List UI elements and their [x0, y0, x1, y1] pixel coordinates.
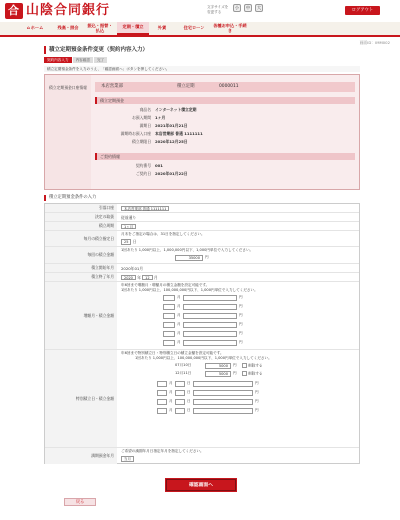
kv-key: 商品名 [139, 107, 151, 112]
special-day-unit: 日 [187, 399, 191, 403]
bonus-amount-input[interactable] [183, 322, 237, 328]
day-note: 月末をご指定の場合は、31日を指定してください。 [121, 232, 205, 236]
row-term [45, 448, 359, 464]
bonus-month-select[interactable] [163, 322, 175, 328]
kv-key: ご契約日 [135, 171, 151, 176]
step-indicator [44, 57, 108, 63]
special-month-unit: 月 [169, 390, 173, 394]
global-nav [0, 22, 400, 37]
screen-id: 画面ID：IMM002 [359, 40, 390, 45]
account-summary-row [95, 82, 355, 92]
row-label: 満期預金年月 [45, 448, 117, 464]
day-select[interactable]: 25 [121, 239, 131, 245]
step-3: 完了 [94, 57, 107, 63]
bonus-amount-input[interactable] [183, 331, 237, 337]
row-end [45, 273, 359, 282]
row-label: 毎月の積立指定日 [45, 231, 117, 246]
logout-button[interactable]: ログアウト [345, 6, 380, 15]
instruction-text: 積立定期預金条件を入力のうえ、「確認画面へ」ボタンを押してください。 [44, 66, 360, 72]
special-amount-input[interactable]: 5000 [205, 371, 231, 377]
special-note-1: 年6回まで特別積立日・特別積立日の積立金額を設定可能です。 [121, 351, 224, 355]
row-start [45, 264, 359, 273]
font-small-button[interactable]: 小 [235, 5, 239, 10]
special-day-unit: 日 [187, 390, 191, 394]
nav-transfer[interactable]: 振込・振替・払込 [87, 22, 113, 33]
special-note-2: 1回あたり 1,000円以上、100,000,000円以下、1,000円単位で入力してください。 [135, 356, 272, 360]
kv-key: 満期時お預入口座 [120, 131, 151, 136]
row-handling [45, 213, 359, 222]
nav-home[interactable] [20, 22, 50, 35]
row-label: 決定の取扱 [45, 213, 117, 221]
account-type: 積立定期 [177, 84, 195, 89]
special-date: 12月11日 [175, 371, 192, 375]
special-delete[interactable] [242, 363, 263, 369]
special-month-select[interactable] [157, 408, 167, 414]
special-day-select[interactable] [175, 399, 185, 405]
account-side-label: 積立定期預金口座情報 [45, 75, 91, 189]
bonus-amount-input[interactable] [183, 304, 237, 310]
special-day-select[interactable] [175, 381, 185, 387]
handling-value: 従前通り [121, 215, 137, 220]
special-amount-input[interactable] [193, 390, 253, 396]
delete-checkbox[interactable] [242, 371, 247, 376]
special-amount-unit: 円 [255, 381, 259, 385]
row-label: 引落口座 [45, 204, 117, 212]
bonus-note-2: 1回あたり 1,000円以上、100,000,000円以下、1,000円単位で入力してください。 [121, 288, 258, 292]
row-label: 特別積立日・積立金額 [45, 350, 117, 447]
account-number: 0000011 [219, 84, 239, 89]
amount-unit: 円 [205, 255, 209, 259]
bonus-month-unit: 月 [177, 331, 181, 335]
special-unit: 円 [233, 371, 237, 375]
row-label: 積立周期 [45, 222, 117, 230]
special-month-select[interactable] [157, 399, 167, 405]
end-month-unit: 月 [153, 274, 158, 280]
bonus-amount-input[interactable] [183, 313, 237, 319]
page-title: 積立定期預金条件変更（契約内容入力） [44, 46, 360, 54]
nav-foreign[interactable]: 外貨 [157, 25, 167, 31]
font-size-label: 文字サイズを変更する [207, 5, 229, 14]
end-month-select[interactable]: 12 [142, 275, 152, 281]
start-value: 2020年01月 [121, 266, 144, 271]
special-day-select[interactable] [175, 408, 185, 414]
step-1: 契約内容入力 [44, 57, 72, 63]
special-month-select[interactable] [157, 381, 167, 387]
bonus-amount-input[interactable] [183, 340, 237, 346]
conditions-title: 積立定期預金条件の入力 [44, 195, 360, 201]
back-button[interactable]: 戻る [64, 498, 96, 506]
special-month-unit: 月 [169, 399, 173, 403]
kv-key: 積立期限日 [132, 139, 151, 144]
bonus-amount-unit: 円 [239, 322, 243, 326]
bonus-amount-unit: 円 [239, 295, 243, 299]
kv-value: 001 [155, 163, 163, 168]
delete-label: 削除する [248, 363, 263, 368]
kv-value: 1ヶ月 [155, 115, 166, 120]
bonus-amount-unit: 円 [239, 313, 243, 317]
nav-savings[interactable]: 定期・積立 [117, 22, 149, 35]
term-select[interactable]: 当月 [121, 456, 134, 462]
bonus-month-unit: 月 [177, 322, 181, 326]
logo-mark: 合 [8, 4, 19, 17]
kv-key: お預入期間 [132, 115, 151, 120]
nav-housing-loan[interactable]: 住宅ローン [183, 25, 205, 31]
kv-value: 2021年01月21日 [155, 123, 188, 128]
bank-name: 山陰合同銀行 [26, 3, 111, 18]
special-delete[interactable] [242, 371, 263, 377]
row-bonus [45, 282, 359, 350]
special-amount-input[interactable] [193, 399, 253, 405]
end-year-unit: 年 [137, 274, 141, 280]
kv-value: 2020年01月22日 [155, 171, 188, 176]
bonus-month-select[interactable] [163, 313, 175, 319]
special-unit: 円 [233, 363, 237, 367]
special-amount-unit: 円 [255, 390, 259, 394]
step-2: 内容確認 [73, 57, 93, 63]
row-special [45, 350, 359, 448]
term-note: ご希望の満期年月日指定年月を指定してください。 [121, 449, 204, 453]
amount-note: 1回あたり 1,000円以上、1,000,000円以下、1,000円単位で入力してください。 [121, 248, 254, 252]
row-period [45, 222, 359, 231]
special-amount-input[interactable] [193, 381, 253, 387]
bonus-month-select[interactable] [163, 331, 175, 337]
section-contract: ご契約情報 [95, 153, 355, 160]
bank-logo-icon[interactable] [5, 3, 23, 19]
bonus-month-unit: 月 [177, 340, 181, 344]
font-medium-button[interactable]: 中 [246, 5, 250, 10]
kv-key: 契約番号 [135, 163, 151, 168]
bonus-month-unit: 月 [177, 295, 181, 299]
row-label: 積立開始年月 [45, 264, 117, 272]
amount-input[interactable]: 35000 [175, 255, 203, 261]
kv-value: インターネット積立定期 [155, 107, 197, 112]
conditions-table [44, 203, 360, 464]
special-day-unit: 日 [187, 381, 191, 385]
delete-checkbox[interactable] [242, 363, 247, 368]
debit-account-select[interactable]: 本店営業部 普通 1111111 [121, 206, 169, 212]
bonus-month-unit: 月 [177, 313, 181, 317]
nav-balance[interactable]: 残高・照会 [57, 25, 79, 31]
row-label: 増額月・積立金額 [45, 282, 117, 349]
account-info-box [44, 74, 360, 190]
special-day-unit: 日 [187, 408, 191, 412]
row-label: 毎回の積立金額 [45, 247, 117, 263]
special-month-unit: 月 [169, 381, 173, 385]
account-body [91, 75, 359, 189]
row-label: 積立終了年月 [45, 273, 117, 281]
row-day [45, 231, 359, 247]
end-year-select[interactable]: 2020 [121, 275, 136, 281]
day-unit: 日 [132, 239, 137, 244]
section-savings: 積立定期預金 [95, 97, 355, 104]
account-branch: 本店営業部 [101, 84, 123, 89]
nav-applications[interactable]: 各種お申込・手続き [213, 22, 247, 33]
bonus-amount-input[interactable] [183, 295, 237, 301]
header [0, 0, 400, 22]
special-amount-input[interactable]: 5000 [205, 363, 231, 369]
bonus-month-select[interactable] [163, 295, 175, 301]
bonus-month-select[interactable] [163, 340, 175, 346]
special-amount-unit: 円 [255, 399, 259, 403]
bonus-amount-unit: 円 [239, 331, 243, 335]
confirm-button[interactable]: 確認画面へ [166, 479, 236, 491]
special-date: 07月10日 [175, 363, 192, 367]
period-select[interactable]: 1ヶ月 [121, 224, 136, 230]
bonus-amount-unit: 円 [239, 304, 243, 308]
kv-value: 2020年12月25日 [155, 139, 188, 144]
home-icon: ⌂ [26, 25, 30, 31]
bonus-note-1: 年6回まで増額月・増額月の積立金額を設定可能です。 [121, 283, 210, 287]
font-large-button[interactable]: 大 [257, 5, 261, 10]
row-debit [45, 204, 359, 213]
bonus-amount-unit: 円 [239, 340, 243, 344]
bonus-month-select[interactable] [163, 304, 175, 310]
kv-key: 満期日 [139, 123, 151, 128]
special-day-select[interactable] [175, 390, 185, 396]
special-amount-unit: 円 [255, 408, 259, 412]
row-amount [45, 247, 359, 264]
special-month-select[interactable] [157, 390, 167, 396]
delete-label: 削除する [248, 371, 263, 376]
bonus-month-unit: 月 [177, 304, 181, 308]
special-amount-input[interactable] [193, 408, 253, 414]
nav-home-label: ホーム [30, 25, 44, 31]
special-month-unit: 月 [169, 408, 173, 412]
kv-value: 本店営業部 普通 1111111 [155, 131, 203, 136]
